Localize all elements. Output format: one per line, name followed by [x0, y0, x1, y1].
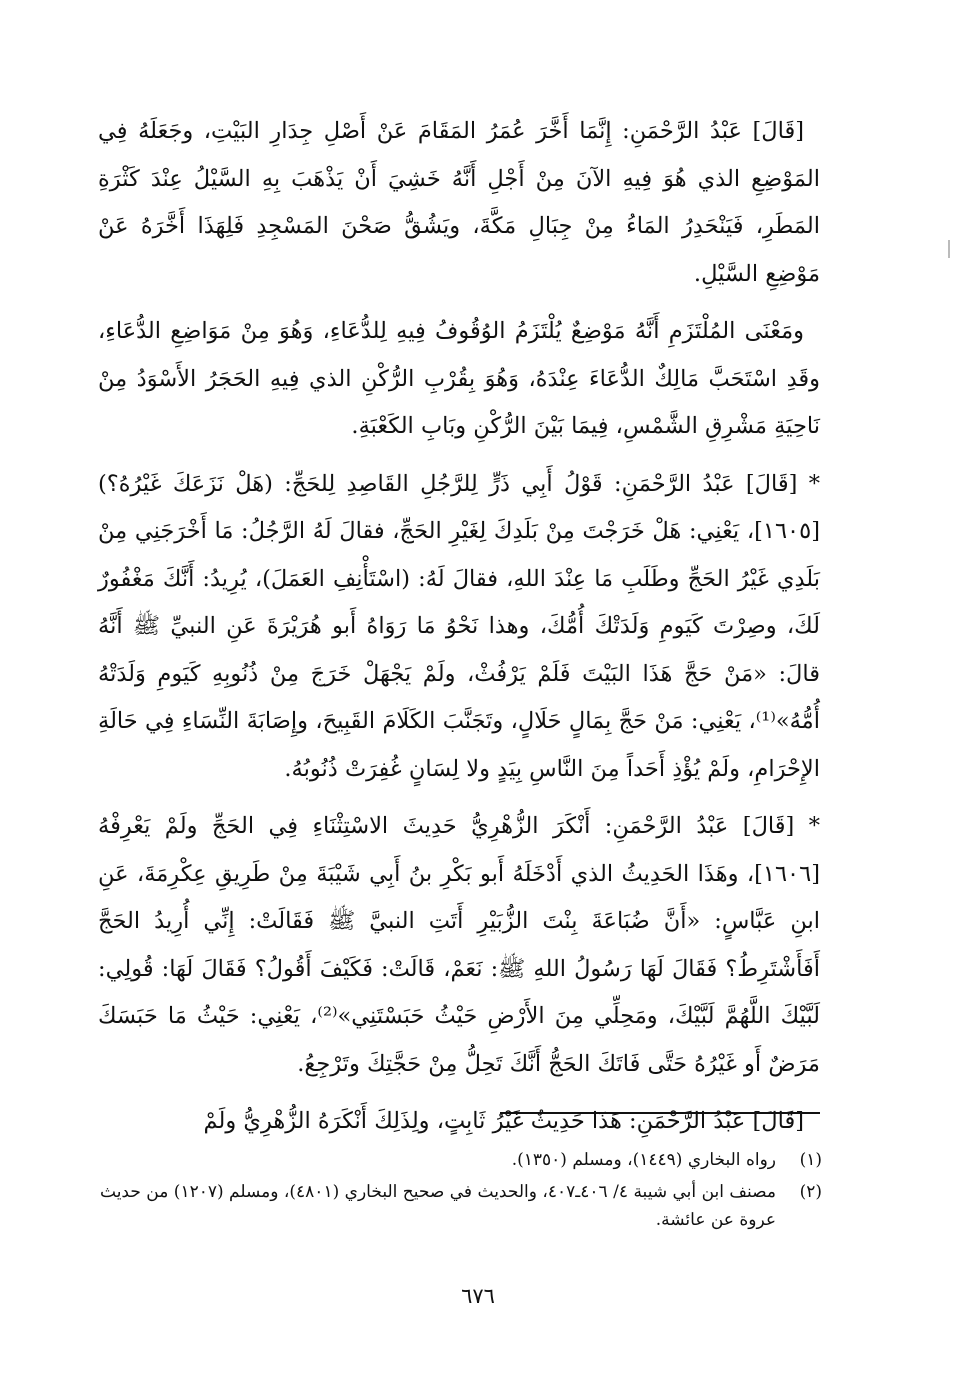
footnote-number: (٢): [799, 1182, 822, 1202]
paragraph-2: ومَعْنَى المُلْتَزَمِ أَنَّهُ مَوْضِعٌ يُلْتَزَمُ الوُقُوفُ فِيهِ لِلدُّعَاءِ، وَهُوَ مِنْ مَوَاضِعِ الدُّعَاءِ، وقَدِ اسْتَحَبَّ مَالِكٌ الدُّعَاءَ عِنْدَهُ، وَهُوَ بِقُرْبِ الرُّكْنِ الذي فِيهِ الحَجَرُ الأَسْوَدُ مِنْ نَاحِيَةِ مَشْرِقِ الشَّمْسِ، فِيمَا بَيْنَ الرُّكْنِ وبَابِ الكَعْبَةِ.: [98, 318, 820, 439]
paragraph-4: * [قَالَ] عَبْدُ الرَّحْمَنِ: أَنْكَرَ الزُّهْرِيُّ حَدِيثَ الاسْتِثْنَاءِ فِي الحَجِّ ولَمْ يَعْرِفْهُ [١٦٠٦]، وهَذَا الحَدِيثُ الذي أَدْخَلَهُ أَبو بَكْرِ بنُ أَبِي شَيْبَةَ مِنْ طَرِيقِ عِكْرِمَةَ، عَنِ ابنِ عَبَّاسٍ: «أَنَّ ضُبَاعَةَ بِنْتَ الزُّبَيْرِ أَتَتِ النبيَّ ﷺ فَقَالَتْ: إِنِّي أُرِيدُ الحَجَّ أَفَأَشْتَرِطُ؟ فَقَالَ لَهَا رَسُولُ اللهِ ﷺ: نَعَمْ، قَالَتْ: فَكَيْفَ أَقُولُ؟ فَقَالَ لَهَا: قُولِي: لَبَّيْكَ اللَّهُمَّ لَبَّيْكَ، ومَحِلِّي مِنَ الأَرْضِ حَيْثُ حَبَسْتَنِي»⁽²⁾، يَعْنِي: حَيْثُ مَا حَبَسَكَ مَرَضٌ أَو غَيْرُهُ حَتَّى فَاتَكَ الحَجُّ أَنَّكَ تَحِلُّ مِنْ حَجَّتِكَ وتَرْجِعُ.: [98, 813, 820, 1077]
paragraph-1: [قَالَ] عَبْدُ الرَّحْمَنِ: إِنَّمَا أَخَّرَ عُمَرُ المَقَامَ عَنْ أَصْلِ جِدَارِ البَيْتِ، وجَعَلَهُ فِي المَوْضِعِ الذي هُوَ فِيهِ الآنَ مِنْ أَجْلِ أَنَّهُ خَشِيَ أَنْ يَذْهَبَ بِهِ السَّيْلُ عِنْدَ كَثْرَةِ المَطَرِ، فَيَنْحَدِرُ المَاءُ مِنْ جِبَالِ مَكَّةَ، ويَشُقُّ صَحْنَ المَسْجِدِ فَلِهَذَا أَخَّرَهُ عَنْ مَوْضِعِ السَّيْلِ.: [98, 118, 820, 287]
footnote-text: رواه البخاري (١٤٤٩)، ومسلم (١٣٥٠).: [511, 1150, 776, 1170]
paragraph-5: [قَالَ] عَبْدُ الرَّحْمَنِ: هَذَا حَدِيثٌ غَيْرُ ثَابِتٍ، ولِذَلِكَ أَنْكَرَهُ الزُّهْرِيُّ ولَمْ: [203, 1108, 804, 1134]
footnote-2: [100, 1178, 822, 1234]
page-number: ٦٧٦: [461, 1284, 495, 1308]
paragraph-3: * [قَالَ] عَبْدُ الرَّحْمَنِ: قَوْلُ أَبِي ذَرٍّ لِلرَّجُلِ القَاصِدِ لِلحَجِّ: (هَلْ نَزَعَكَ غَيْرُهُ؟)[١٦٠٥]، يَعْنِي: هَلْ خَرَجْتَ مِنْ بَلَدِكَ لِغَيْرِ الحَجِّ، فقالَ لَهُ الرَّجُلُ: مَا أَخْرَجَنِي مِنْ بَلَدِي غَيْرُ الحَجِّ وطَلَبِ مَا عِنْدَ اللهِ، فقالَ لَهُ: (اسْتَأْنِفِ العَمَلَ)، يُرِيدُ: أَنَّكَ مَغْفُورٌ لَكَ، وصِرْتَ كَيَومِ وَلَدَتْكَ أُمُّكَ، وهذا نَحْوُ مَا رَوَاهُ أَبو هُرَيْرَةَ عَنِ النبيِّ ﷺ أَنَّهُ قالَ: «مَنْ حَجَّ هَذَا البَيْتَ فَلَمْ يَرْفُثْ، ولَمْ يَجْهَلْ خَرَجَ مِنْ ذُنُوبِهِ كَيَومِ وَلَدَتْهُ أُمُّهُ»⁽¹⁾، يَعْنِي: مَنْ حَجَّ بِمَالٍ حَلَالٍ، وتَجَنَّبَ الكَلَامَ القَبِيحَ، وإِصَابَةَ النِّسَاءِ فِي حَالَةِ الإِحْرَامِ، ولَمْ يُؤْذِ أَحَداً مِنَ النَّاسِ بِيَدٍ ولا لِسَانٍ غُفِرَتْ ذُنُوبُهُ.: [98, 470, 820, 782]
main-text: [98, 108, 820, 1156]
footnote-1: [100, 1146, 822, 1174]
footnotes: [100, 1146, 822, 1238]
footnote-text: مصنف ابن أبي شيبة ٤/ ٤٠٦ـ٤٠٧، والحديث في صحيح البخاري (٤٨٠١)، ومسلم (١٢٠٧) من حديث عروة عن عائشة.: [100, 1182, 776, 1230]
footnote-separator: [500, 1112, 820, 1114]
footnote-number: (١): [799, 1150, 822, 1170]
page-edge-mark: [948, 240, 950, 258]
